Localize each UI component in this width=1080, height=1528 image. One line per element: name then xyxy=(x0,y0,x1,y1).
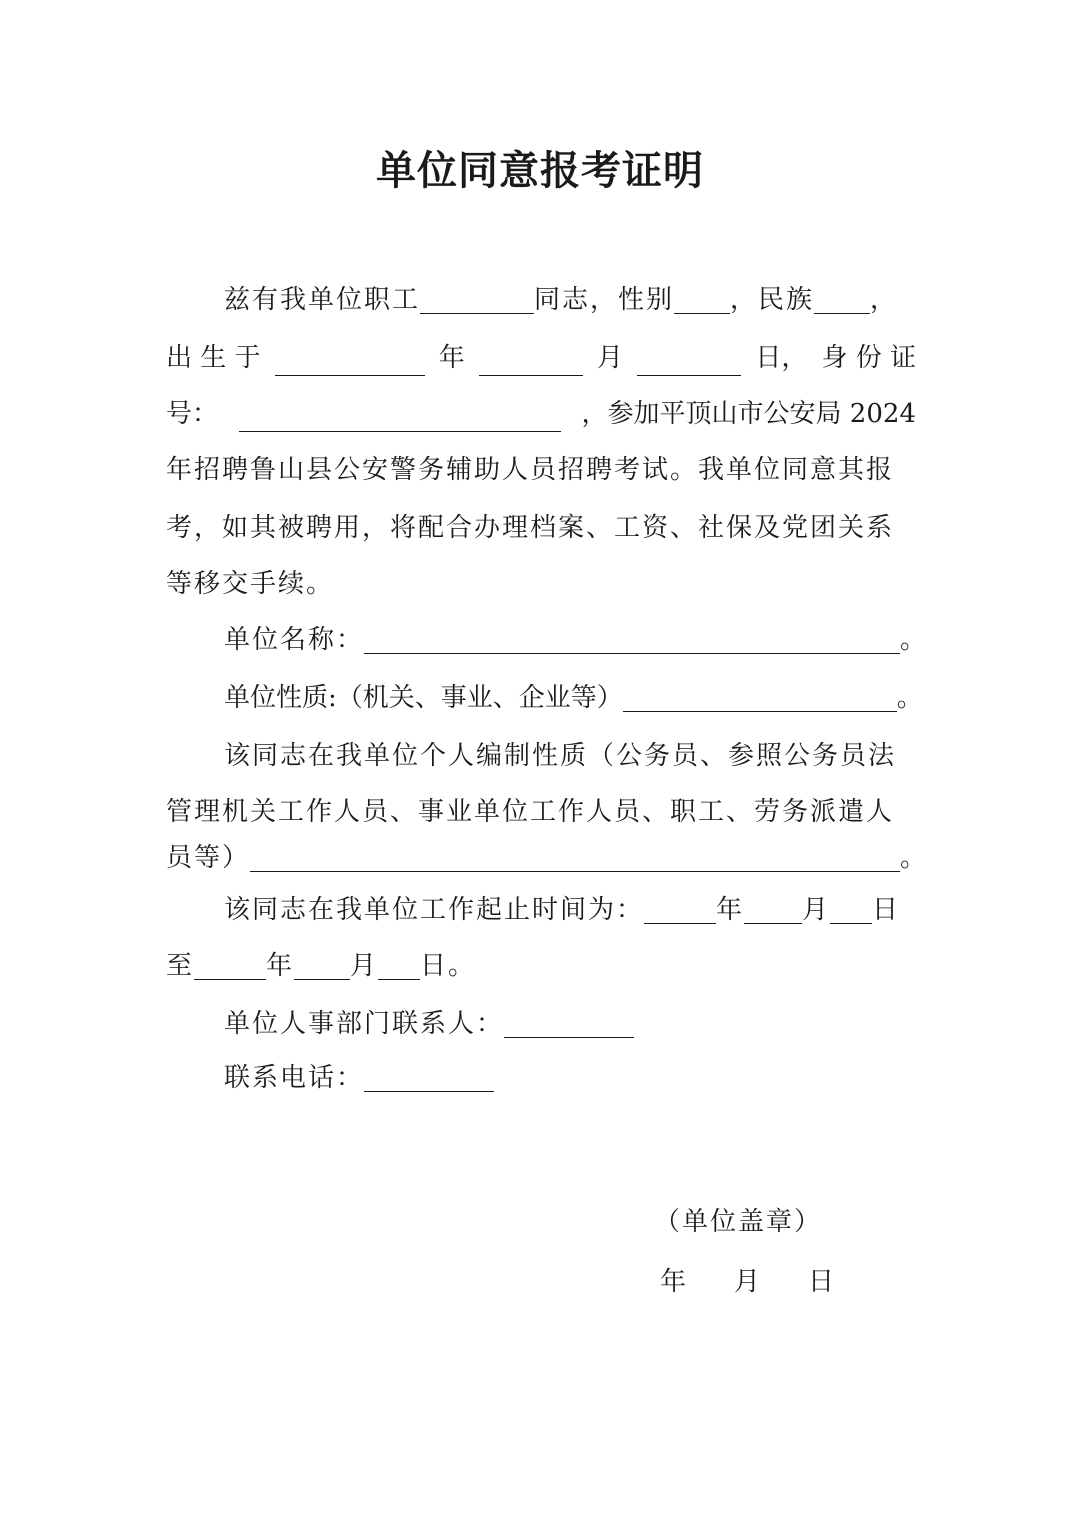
staffing-line1: 该同志在我单位个人编制性质（公务员、参照公务员法 xyxy=(224,741,897,771)
name-blank[interactable] xyxy=(420,283,534,314)
unit-nature-blank[interactable] xyxy=(623,681,897,712)
birth-year-blank[interactable] xyxy=(275,345,425,376)
text: 。 xyxy=(900,625,929,655)
text: 该同志在我单位工作起止时间为： xyxy=(224,895,645,925)
id-suffix-label: 号： xyxy=(166,399,219,429)
staffing-line3 xyxy=(166,840,929,876)
unit-name-blank[interactable] xyxy=(364,623,900,654)
sign-date xyxy=(660,1264,834,1300)
start-month-blank[interactable] xyxy=(744,893,802,924)
end-day-blank[interactable] xyxy=(378,949,420,980)
id-label: 身 份 证 xyxy=(821,343,916,373)
year-label: 年 xyxy=(438,343,465,373)
contact-person-blank[interactable] xyxy=(504,1007,634,1038)
contact-phone-blank[interactable] xyxy=(364,1061,494,1092)
end-month-blank[interactable] xyxy=(294,949,350,980)
document-title: 单位同意报考证明 xyxy=(376,147,704,194)
para1-line4: 年招聘鲁山县公安警务辅助人员招聘考试。我单位同意其报 xyxy=(166,455,895,485)
text: 年 xyxy=(266,951,295,981)
para1-line5: 考，如其被聘用，将配合办理档案、工资、社保及党团关系 xyxy=(166,513,895,543)
text: 年 xyxy=(716,895,745,925)
text: 月 xyxy=(350,951,379,981)
text: 月 xyxy=(802,895,831,925)
text: 。 xyxy=(900,843,929,873)
text: ， xyxy=(870,285,899,315)
sign-year-label: 年 xyxy=(660,1267,687,1297)
unit-seal-label: （单位盖章） xyxy=(654,1207,823,1237)
unit-nature-label: 单位性质:（机关、事业、企业等） xyxy=(224,683,623,713)
gender-blank[interactable] xyxy=(674,283,730,314)
text: 同志，性别 xyxy=(534,285,675,315)
end-year-blank[interactable] xyxy=(194,949,266,980)
para1-line6: 等移交手续。 xyxy=(166,569,335,599)
unit-nature-row xyxy=(224,680,974,716)
para1-line1 xyxy=(224,282,974,318)
staffing-type-blank[interactable] xyxy=(250,841,900,872)
text: 日。 xyxy=(420,951,477,981)
work-period-line2 xyxy=(166,948,916,984)
contact-person-row xyxy=(224,1006,974,1042)
contact-phone-label: 联系电话： xyxy=(224,1063,365,1093)
unit-name-label: 单位名称： xyxy=(224,625,365,655)
birth-day-blank[interactable] xyxy=(637,345,741,376)
unit-name-row xyxy=(224,622,974,658)
start-year-blank[interactable] xyxy=(644,893,716,924)
contact-person-label: 单位人事部门联系人： xyxy=(224,1009,505,1039)
day-label: 日， xyxy=(755,343,808,373)
sign-month-label: 月 xyxy=(734,1267,761,1297)
month-label: 月 xyxy=(597,343,624,373)
text: 日 xyxy=(872,895,901,925)
id-number-blank[interactable] xyxy=(239,401,561,432)
staffing-line2: 管理机关工作人员、事业单位工作人员、职工、劳务派遣人 xyxy=(166,797,895,827)
text: 至 xyxy=(166,951,195,981)
text: ，参加平顶山市公安局 2024 xyxy=(581,399,916,429)
birth-label: 出 生 于 xyxy=(166,343,261,373)
para1-line3 xyxy=(166,396,916,432)
para1-line2 xyxy=(166,340,916,376)
text: 。 xyxy=(896,683,923,713)
text: ，民族 xyxy=(730,285,815,315)
text: 兹有我单位职工 xyxy=(224,285,421,315)
work-period-line1 xyxy=(224,892,974,928)
ethnicity-blank[interactable] xyxy=(814,283,870,314)
contact-phone-row xyxy=(224,1060,974,1096)
start-day-blank[interactable] xyxy=(830,893,872,924)
text: 员等） xyxy=(166,843,251,873)
birth-month-blank[interactable] xyxy=(479,345,583,376)
sign-day-label: 日 xyxy=(808,1267,835,1297)
